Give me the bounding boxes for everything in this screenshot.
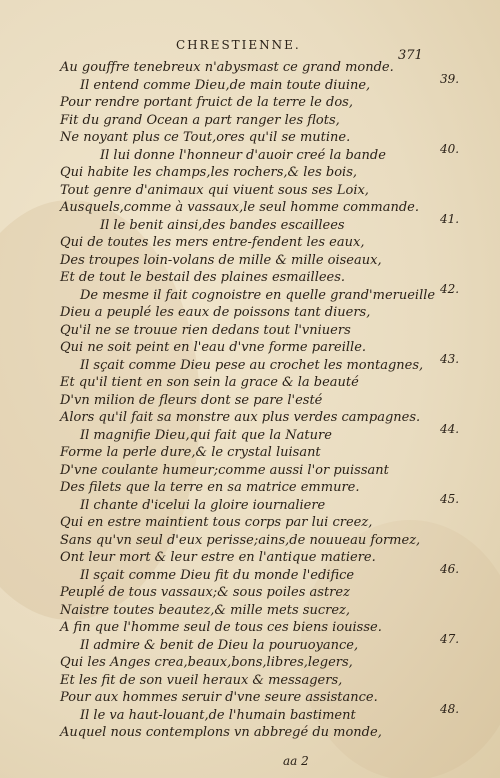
verse-line: Naistre toutes beautez,& mille mets sucrez, xyxy=(60,602,350,618)
verse-line: Et les fit de son vueil heraux & messagers, xyxy=(60,672,343,688)
stanza-number: 47. xyxy=(440,631,460,646)
stanza-number: 39. xyxy=(440,71,460,86)
verse-line: Il chante d'icelui la gloire iournaliere xyxy=(80,497,326,513)
verse-line: Qu'il ne se trouue rien dedans tout l'vniuers xyxy=(60,322,351,338)
verse-line: Et de tout le bestail des plaines esmaillees. xyxy=(60,270,346,285)
verse-line: Forme la perle dure,& le crystal luisant xyxy=(60,445,321,460)
verse-line: Sans qu'vn seul d'eux perisse;ains,de nouueau formez, xyxy=(60,532,421,548)
stanza-number: 40. xyxy=(440,141,460,156)
stanza-number: 43. xyxy=(440,351,460,366)
printer-signature: aa 2 xyxy=(283,754,309,768)
verse-line: Il lui donne l'honneur d'auoir creé la bande xyxy=(100,147,386,163)
running-title: CHRESTIENNE. xyxy=(176,38,301,52)
verse-line: Peuplé de tous vassaux;& sous poiles astrez xyxy=(60,585,350,600)
verse-line: A fin que l'homme seul de tous ces biens iouisse. xyxy=(60,620,382,635)
verse-line: Ne noyant plus ce Tout,ores qu'il se mutine. xyxy=(60,130,351,145)
verse-line: Qui ne soit peint en l'eau d'vne forme pareille. xyxy=(60,340,367,355)
stanza-number: 41. xyxy=(440,211,460,226)
verse-line: Tout genre d'animaux qui viuent sous ses Loix, xyxy=(60,182,369,198)
verse-line: Ausquels,comme à vassaux,le seul homme commande. xyxy=(60,200,419,215)
verse-line: Ont leur mort & leur estre en l'antique matiere. xyxy=(60,550,376,565)
verse-line: Qui habite les champs,les rochers,& les bois, xyxy=(60,165,358,180)
page-number: 371 xyxy=(398,48,423,63)
verse-line: Il sçait comme Dieu fit du monde l'edifice xyxy=(80,567,355,583)
stanza-number: 48. xyxy=(440,701,460,716)
verse-line: De mesme il fait cognoistre en quelle grand'merueille xyxy=(80,287,436,303)
verse-line: Dieu a peuplé les eaux de poissons tant diuers, xyxy=(60,305,371,320)
verse-line: Pour rendre portant fruict de la terre le dos, xyxy=(60,95,353,110)
stanza-number: 45. xyxy=(440,491,460,506)
verse-line: Auquel nous contemplons vn abbregé du monde, xyxy=(60,725,382,740)
verse-line: Qui les Anges crea,beaux,bons,libres,legers, xyxy=(60,655,353,670)
stanza-number: 46. xyxy=(440,561,460,576)
verse-line: Pour aux hommes seruir d'vne seure assistance. xyxy=(60,690,378,705)
verse-line: Qui en estre maintient tous corps par lui creez, xyxy=(60,515,373,530)
verse-line: Qui de toutes les mers entre-fendent les eaux, xyxy=(60,235,365,250)
verse-line: D'vn milion de fleurs dont se pare l'esté xyxy=(60,392,323,408)
verse-line: Il entend comme Dieu,de main toute diuine, xyxy=(80,77,371,93)
stanza-number: 44. xyxy=(440,421,460,436)
verse-line: Il admire & benit de Dieu la pouruoyance, xyxy=(80,637,359,653)
stanza-number: 42. xyxy=(440,281,460,296)
verse-line: D'vne coulante humeur;comme aussi l'or puissant xyxy=(60,462,389,478)
verse-line: Il le va haut-louant,de l'humain bastiment xyxy=(80,707,356,723)
verse-line: Alors qu'il fait sa monstre aux plus verdes campagnes. xyxy=(60,410,421,425)
verse-line: Fit du grand Ocean a part ranger les flots, xyxy=(60,112,340,128)
verse-line: Et qu'il tient en son sein la grace & la beauté xyxy=(60,375,359,390)
verse-line: Au gouffre tenebreux n'abysmast ce grand monde. xyxy=(60,60,394,75)
page-header xyxy=(0,38,500,63)
verse-line: Il sçait comme Dieu pese au crochet les montagnes, xyxy=(80,357,424,373)
verse-line: Des troupes loin-volans de mille & mille oiseaux, xyxy=(60,252,382,268)
verse-line: Des filets que la terre en sa matrice emmure. xyxy=(60,480,360,495)
verse-line: Il le benit ainsi,des bandes escaillees xyxy=(100,217,345,233)
verse-line: Il magnifie Dieu,qui fait que la Nature xyxy=(80,427,332,443)
